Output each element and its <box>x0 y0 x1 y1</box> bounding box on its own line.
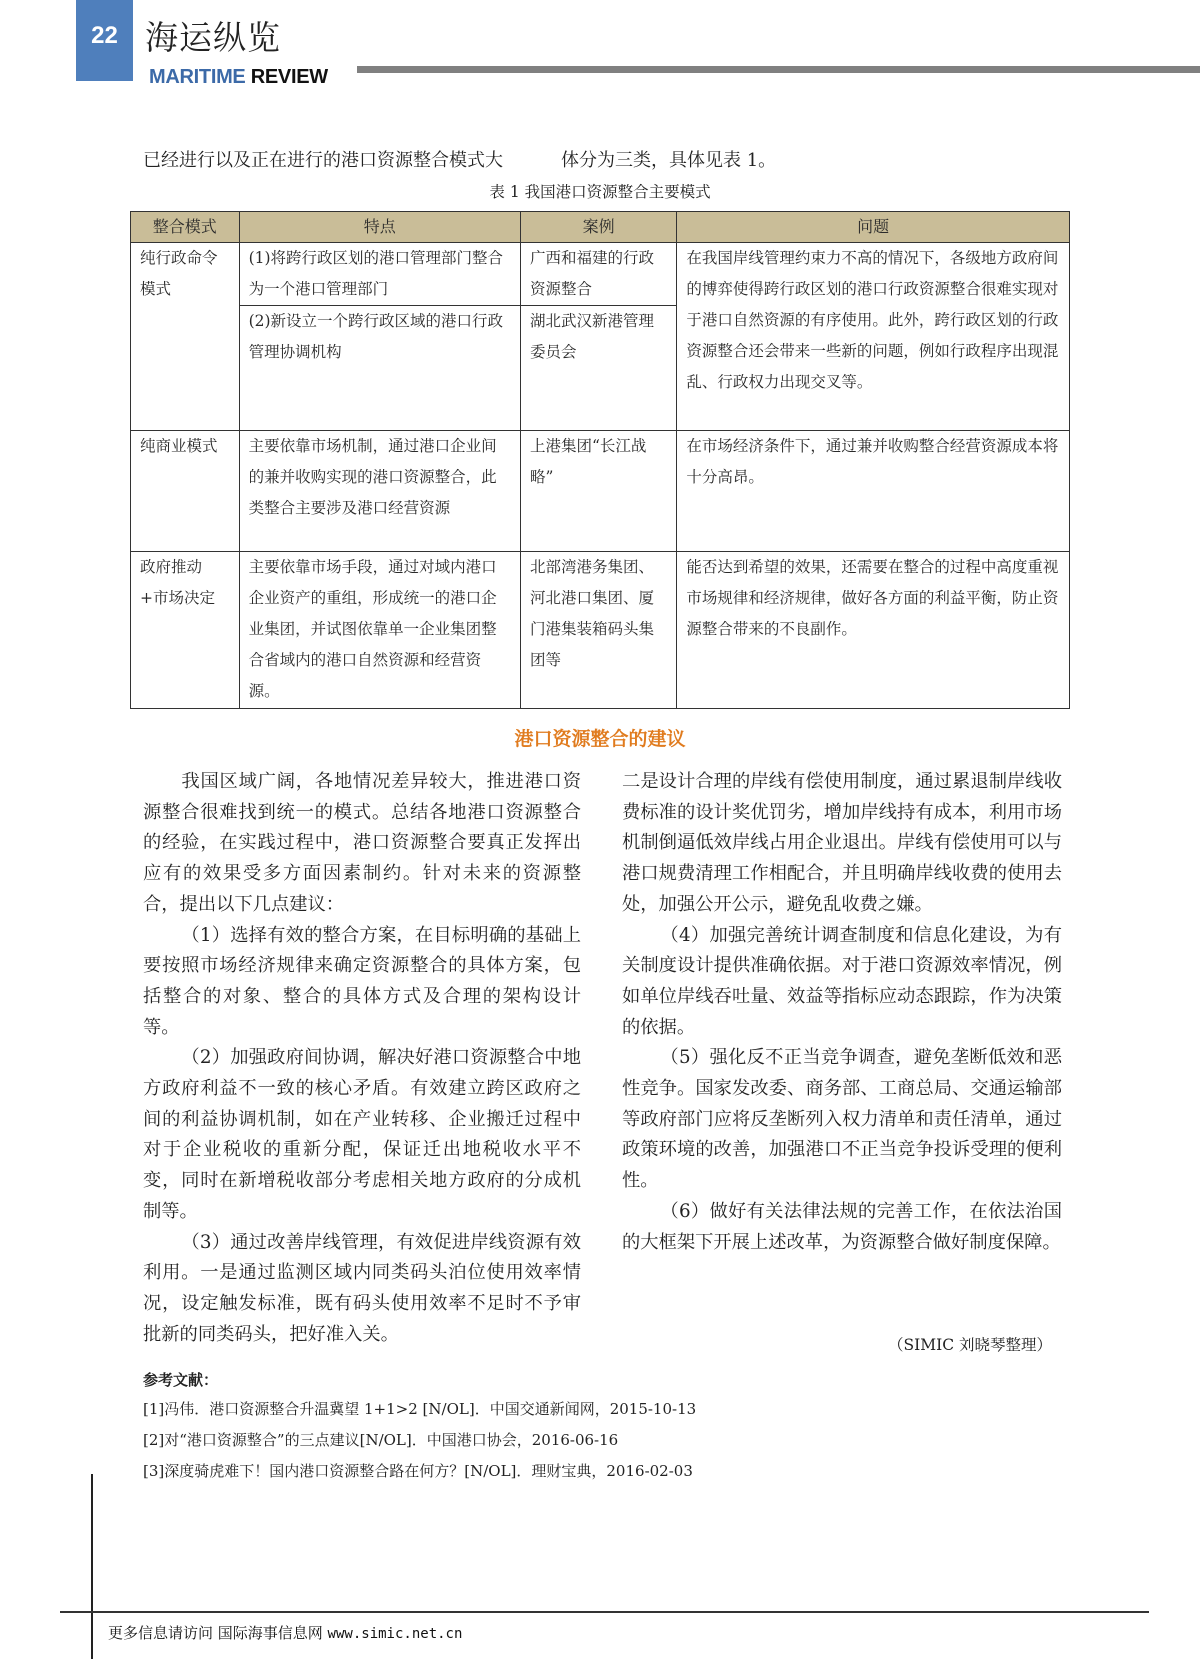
intro-part-1: 已经进行以及正在进行的港口资源整合模式大 <box>143 150 503 171</box>
header-rule <box>357 66 1200 73</box>
cell-mode: 纯行政命令模式 <box>131 243 240 431</box>
reference-item: [3]深度骑虎难下！国内港口资源整合路在何方？[N/OL]．理财宝典，2016-02-03 <box>143 1462 693 1480</box>
integration-modes-table <box>130 211 1070 709</box>
cell-case: 广西和福建的行政资源整合 <box>521 243 677 306</box>
cell-mode: 政府推动+市场决定 <box>131 552 240 709</box>
paragraph: 我国区域广阔，各地情况差异较大，推进港口资源整合很难找到统一的模式。总结各地港口资源整合的经验，在实践过程中，港口资源整合要真正发挥出应有的效果受多方面因素制约。针对未来的资源整合，提出以下几点建议： <box>143 771 581 915</box>
table-header-row <box>131 212 1070 243</box>
paragraph: （3）通过改善岸线管理，有效促进岸线资源有效利用。一是通过监测区域内同类码头泊位使用效率情况，设定触发标准，既有码头使用效率不足时不予审批新的同类码头，把好准入关。 <box>143 1231 581 1345</box>
paragraph: （5）强化反不正当竞争调查，避免垄断低效和恶性竞争。国家发改委、商务部、工商总局、交通运输部等政府部门应将反垄断列入权力清单和责任清单，通过政策环境的改善，加强港口不正当竞争投诉受理的便利性。 <box>622 1047 1062 1192</box>
cell-feature: 主要依靠市场手段，通过对域内港口企业资产的重组，形成统一的港口企业集团，并试图依靠单一企业集团整合省域内的港口自然资源和经营资源。 <box>239 552 520 709</box>
cell-problem: 在市场经济条件下，通过兼并收购整合经营资源成本将十分高昂。 <box>677 431 1070 552</box>
header-features: 特点 <box>239 212 520 243</box>
cell-case: 北部湾港务集团、河北港口集团、厦门港集装箱码头集团等 <box>521 552 677 709</box>
header-cases: 案例 <box>521 212 677 243</box>
editor-signature: （SIMIC 刘晓琴整理） <box>887 1336 1052 1354</box>
table-caption: 表 1 我国港口资源整合主要模式 <box>489 183 711 201</box>
cell-case: 上港集团“长江战略” <box>521 431 677 552</box>
intro-line <box>143 146 776 172</box>
page-number: 22 <box>91 22 118 49</box>
paragraph: （4）加强完善统计调查制度和信息化建设，为有关制度设计提供准确依据。对于港口资源效率情况，例如单位岸线吞吐量、效益等指标应动态跟踪，作为决策的依据。 <box>622 924 1062 1038</box>
header-problems: 问题 <box>677 212 1070 243</box>
paragraph: （1）选择有效的整合方案，在目标明确的基础上要按照市场经济规律来确定资源整合的具体方案，包括整合的对象、整合的具体方式及合理的架构设计等。 <box>143 924 581 1038</box>
section-heading: 港口资源整合的建议 <box>514 728 686 750</box>
subtitle-maritime: MARITIME <box>149 66 246 88</box>
cell-feature: (1)将跨行政区划的港口管理部门整合为一个港口管理部门 <box>239 243 520 306</box>
reference-item: [2]对“港口资源整合”的三点建议[N/OL]．中国港口协会，2016-06-16 <box>143 1431 619 1449</box>
paragraph: （6）做好有关法律法规的完善工作，在依法治国的大框架下开展上述改革，为资源整合做好制度保障。 <box>622 1200 1062 1253</box>
references-title: 参考文献： <box>143 1371 219 1389</box>
cell-problem: 在我国岸线管理约束力不高的情况下，各级地方政府间的博弈使得跨行政区划的港口行政资源整合很难实现对于港口自然资源的有序使用。此外，跨行政区划的行政资源整合还会带来一些新的问题，例如行政程序出现混乱、行政权力出现交叉等。 <box>677 243 1070 431</box>
cell-feature: 主要依靠市场机制，通过港口企业间的兼并收购实现的港口资源整合，此类整合主要涉及港口经营资源 <box>239 431 520 552</box>
table-row <box>131 552 1070 709</box>
footer-text: 更多信息请访问 国际海事信息网 <box>108 1624 328 1642</box>
footer-note <box>108 1622 462 1643</box>
cell-case: 湖北武汉新港管理委员会 <box>521 306 677 431</box>
magazine-subtitle <box>149 66 328 89</box>
cell-mode: 纯商业模式 <box>131 431 240 552</box>
intro-part-2: 体分为三类，具体见表 1。 <box>561 150 777 171</box>
body-column-left <box>143 767 581 1350</box>
table-row <box>131 431 1070 552</box>
footer-vertical-rule <box>91 1474 93 1659</box>
header-mode: 整合模式 <box>131 212 240 243</box>
magazine-title: 海运纵览 <box>145 18 281 57</box>
footer-rule <box>60 1611 1149 1613</box>
body-column-right <box>622 767 1062 1258</box>
table-row <box>131 243 1070 306</box>
cell-feature: (2)新设立一个跨行政区域的港口行政管理协调机构 <box>239 306 520 431</box>
subtitle-review: REVIEW <box>250 66 328 88</box>
paragraph: 二是设计合理的岸线有偿使用制度，通过累退制岸线收费标准的设计奖优罚劣，增加岸线持有成本，利用市场机制倒逼低效岸线占用企业退出。岸线有偿使用可以与港口规费清理工作相配合，并且明确岸线收费的使用去处，加强公开公示，避免乱收费之嫌。 <box>622 771 1062 915</box>
reference-item: [1]冯伟．港口资源整合升温冀望 1+1>2 [N/OL]．中国交通新闻网，2015-10-13 <box>143 1400 697 1418</box>
paragraph: （2）加强政府间协调，解决好港口资源整合中地方政府利益不一致的核心矛盾。有效建立跨区政府之间的利益协调机制，如在产业转移、企业搬迁过程中对于企业税收的重新分配，保证迁出地税收水平不变，同时在新增税收部分考虑相关地方政府的分成机制等。 <box>143 1047 581 1222</box>
cell-problem: 能否达到希望的效果，还需要在整合的过程中高度重视市场规律和经济规律，做好各方面的利益平衡，防止资源整合带来的不良副作。 <box>677 552 1070 709</box>
footer-url[interactable]: www.simic.net.cn <box>327 1626 463 1642</box>
